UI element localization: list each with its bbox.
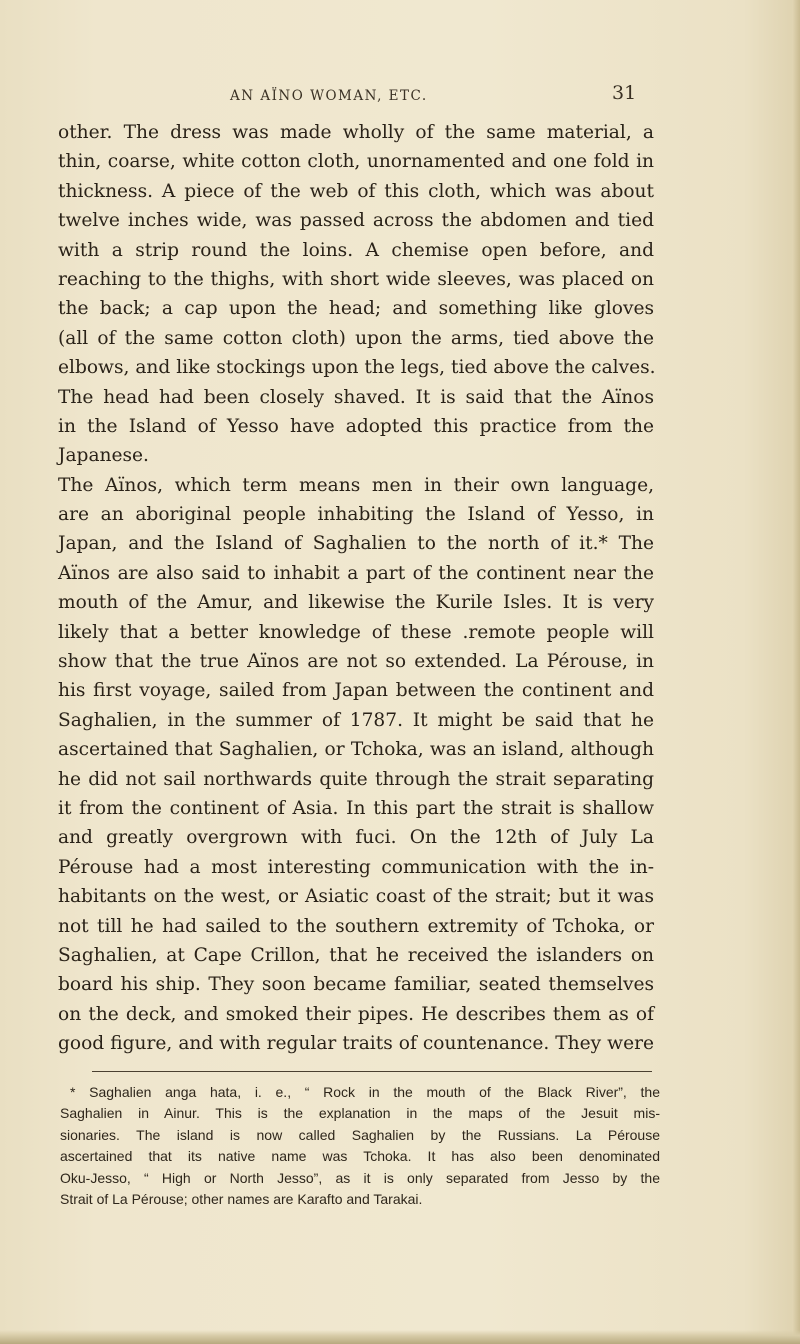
page-edge-shadow — [792, 0, 800, 1344]
text-line: in the Island of Yesso have adopted this practice from the — [58, 415, 654, 437]
text-line: and greatly overgrown with fuci. On the 12th of July La — [58, 827, 654, 849]
footnote-line: ascertained that its native name was Tchoka. It has also been denominated — [60, 1148, 660, 1165]
text-line: good figure, and with regular traits of countenance. They were — [58, 1033, 654, 1055]
footnote-line: Strait of La Pérouse; other names are Karafto and Tarakai. — [60, 1190, 423, 1207]
text-line: Saghalien, in the summer of 1787. It might be said that he — [58, 709, 654, 731]
text-line: Pérouse had a most interesting communication with the in- — [58, 856, 654, 878]
text-line: Japan, and the Island of Saghalien to the north of it.* The — [58, 533, 654, 555]
text-line: Aïnos are also said to inhabit a part of the continent near the — [58, 562, 654, 584]
text-line: elbows, and like stockings upon the legs, tied above the calves. — [58, 357, 656, 379]
text-line: habitants on the west, or Asiatic coast of the strait; but it was — [58, 886, 654, 908]
text-line: he did not sail northwards quite through the strait separating — [58, 768, 654, 790]
text-line: the back; a cap upon the head; and something like gloves — [58, 298, 654, 320]
text-line: his first voyage, sailed from Japan between the continent and — [58, 680, 654, 702]
footnote — [60, 1082, 660, 1210]
page-bottom-shadow — [0, 1330, 800, 1344]
running-title: AN AÏNO WOMAN, ETC. — [230, 88, 428, 104]
main-text — [58, 118, 654, 1059]
text-line: it from the continent of Asia. In this part the strait is shallow — [58, 797, 654, 819]
text-line: likely that a better knowledge of these .remote people will — [58, 621, 654, 643]
text-line: are an aboriginal people inhabiting the Island of Yesso, in — [58, 504, 654, 526]
text-line: ascertained that Saghalien, or Tchoka, was an island, although — [58, 739, 654, 761]
text-line: other. The dress was made wholly of the same material, a — [58, 122, 654, 143]
text-line: The Aïnos, which term means men in their own language, — [58, 474, 654, 496]
text-line: twelve inches wide, was passed across the abdomen and tied — [58, 210, 654, 232]
footnote-divider — [92, 1071, 652, 1072]
text-line: thickness. A piece of the web of this cloth, which was about — [58, 180, 654, 202]
text-line: board his ship. They soon became familiar, seated themselves — [58, 974, 654, 996]
text-line: (all of the same cotton cloth) upon the arms, tied above the — [58, 327, 654, 349]
text-line: with a strip round the loins. A chemise open before, and — [58, 239, 654, 261]
text-line: not till he had sailed to the southern extremity of Tchoka, or — [58, 915, 654, 937]
text-line: mouth of the Amur, and likewise the Kurile Isles. It is very — [58, 592, 654, 614]
page-number: 31 — [612, 82, 637, 104]
text-line: on the deck, and smoked their pipes. He describes them as of — [58, 1003, 654, 1025]
footnote-line: Saghalien in Ainur. This is the explanation in the maps of the Jesuit mis- — [60, 1105, 660, 1122]
footnote-line: * Saghalien anga hata, i. e., “ Rock in the mouth of the Black River”, the — [70, 1084, 660, 1100]
footnote-line: sionaries. The island is now called Saghalien by the Russians. La Pérouse — [60, 1126, 660, 1143]
text-line: show that the true Aïnos are not so extended. La Pérouse, in — [58, 651, 654, 673]
text-line: The head had been closely shaved. It is said that the Aïnos — [58, 386, 654, 408]
text-line: reaching to the thighs, with short wide sleeves, was placed on — [58, 268, 654, 290]
footnote-line: Oku-Jesso, “ High or North Jesso”, as it is only separated from Jesso by the — [60, 1169, 660, 1186]
text-line: thin, coarse, white cotton cloth, unornamented and one fold in — [58, 151, 654, 173]
text-line: Japanese. — [58, 445, 149, 467]
text-line: Saghalien, at Cape Crillon, that he received the islanders on — [58, 944, 654, 966]
